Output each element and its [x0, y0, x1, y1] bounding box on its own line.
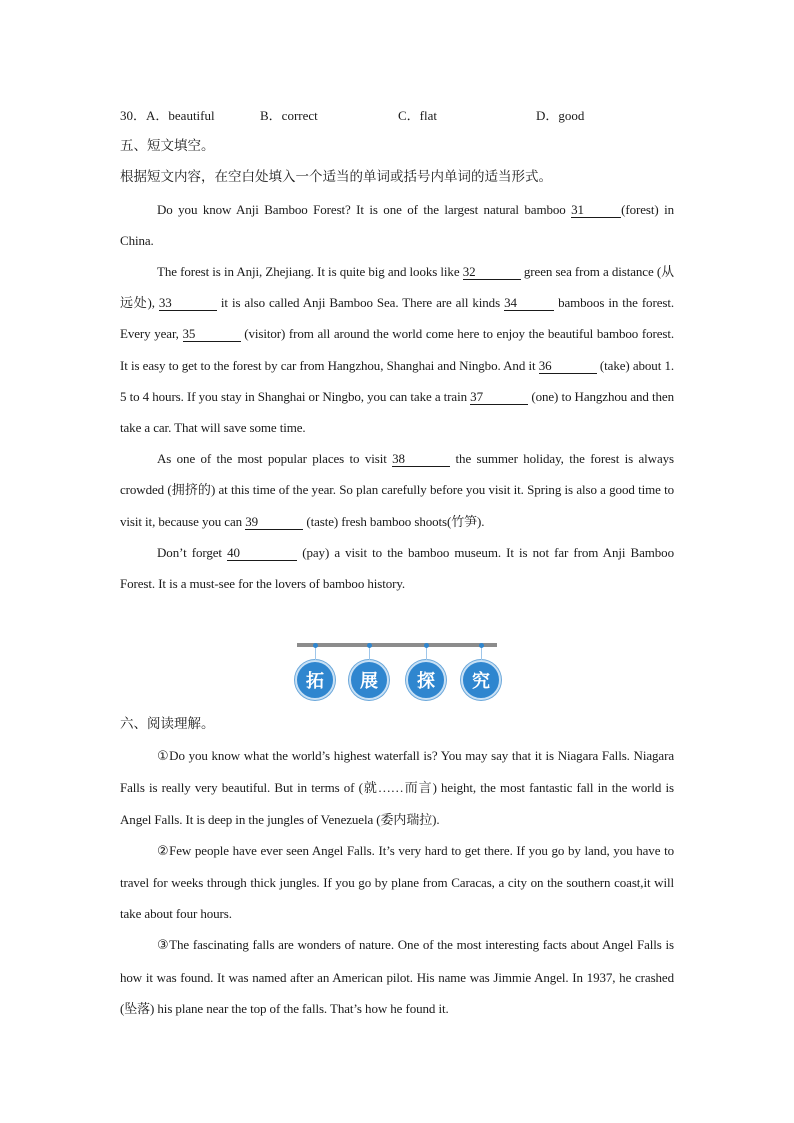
blank-36: 36 — [539, 359, 597, 374]
blank-31: 31 — [571, 203, 621, 218]
blank-34: 34 — [504, 296, 554, 311]
banner-badge-4 — [461, 660, 501, 700]
text-run: (take) about 1. 5 to 4 hours. If you stay in Shanghai or Ningbo, you can take a train — [120, 357, 674, 404]
section6-title: 六、阅读理解。 — [120, 716, 215, 732]
blank-35: 35 — [183, 327, 241, 342]
passage-paragraph-4 — [120, 537, 674, 599]
text-run: Do you know what the world’s highest waterfall is? You may say that it is Niagara Falls. Niagara Falls is really very beautiful. But in terms of (就……而言) height, the most fantastic fall in the world is Angel Falls. It is deep in the jungles of Venezuela (委内瑞拉). — [120, 748, 674, 827]
text-run: Few people have ever seen Angel Falls. It’s very hard to get there. If you go by land, you have to travel for weeks through thick jungles. If you go by plane from Caracas, a city on the southern coast,it will take about four hours. — [120, 842, 674, 922]
circled-number-3: ③ — [157, 938, 170, 954]
blank-37: 37 — [470, 390, 528, 405]
section5-title: 五、短文填空。 — [120, 138, 215, 155]
banner-char: 拓 — [306, 671, 324, 692]
section5-block — [120, 100, 674, 599]
circled-number-2: ② — [157, 843, 170, 859]
text-run: Don’t forget — [157, 544, 228, 560]
q30-option-b: B．correct — [260, 108, 318, 123]
text-run: As one of the most popular places to visit — [157, 451, 393, 467]
text-run: green sea from a distance (从远处), — [120, 264, 675, 311]
banner-char: 展 — [360, 671, 378, 692]
banner-char: 究 — [472, 671, 490, 692]
q30-option-a-text: A．beautiful — [146, 108, 215, 123]
text-run: (one) to Hangzhou and then take a car. That will save some time. — [120, 388, 674, 436]
blank-39: 39 — [245, 515, 303, 530]
section5-instruction: 根据短文内容，在空白处填入一个适当的单词或括号内单词的适当形式。 — [120, 169, 552, 186]
text-run: (taste) fresh bamboo shoots(竹笋). — [303, 513, 485, 529]
text-run: it is also called Anji Bamboo Sea. There are all kinds — [216, 295, 505, 311]
blank-38: 38 — [392, 452, 450, 467]
reading-paragraph-1 — [120, 740, 674, 835]
text-run: The forest is in Anji, Zhejiang. It is quite big and looks like — [157, 264, 463, 280]
passage-paragraph-1 — [120, 194, 674, 256]
banner-badge-3 — [406, 660, 446, 700]
question-30 — [120, 100, 674, 131]
text-run: (visitor) from all around the world come here to enjoy the beautiful bamboo forest. It is easy to get to the forest by car from Hangzhou, Shanghai and Ningbo. And it — [120, 326, 674, 373]
blank-40: 40 — [227, 546, 297, 561]
text-run: The fascinating falls are wonders of nature. One of the most interesting facts about Angel Falls is how it was found. It was named after an American pilot. His name was Jimmie Angel. In 1937, he crashed (坠落) his plane near the top of the falls. That’s how he found it. — [120, 937, 674, 1016]
section6-block — [120, 709, 674, 1024]
banner-char: 探 — [417, 671, 435, 692]
banner-badge-1 — [295, 660, 335, 700]
q30-number: 30． — [120, 108, 147, 123]
text-run: (forest) in China. — [120, 201, 674, 248]
passage-paragraph-3 — [120, 443, 674, 537]
blank-33: 33 — [159, 296, 217, 311]
extension-banner — [295, 640, 499, 702]
text-run: the summer holiday, the forest is always crowded (拥挤的) at this time of the year. So plan carefully before you visit it. Spring is also a good time to visit it, because you can — [120, 451, 674, 529]
banner-bar — [297, 643, 497, 647]
passage-paragraph-2 — [120, 256, 674, 443]
q30-option-d: D．good — [536, 108, 585, 123]
reading-paragraph-2 — [120, 835, 674, 930]
text-run: (pay) a visit to the bamboo museum. It is not far from Anji Bamboo Forest. It is a must-see for the lovers of bamboo history. — [120, 544, 674, 592]
banner-badge-2 — [349, 660, 389, 700]
blank-32: 32 — [463, 265, 521, 280]
reading-paragraph-3 — [120, 929, 674, 1024]
text-run: Do you know Anji Bamboo Forest? It is one of the largest natural bamboo — [157, 201, 572, 217]
text-run: bamboos in the forest. Every year, — [120, 295, 674, 342]
circled-number-1: ① — [157, 749, 170, 765]
q30-option-a — [120, 100, 260, 131]
q30-option-c: C．flat — [398, 108, 437, 123]
